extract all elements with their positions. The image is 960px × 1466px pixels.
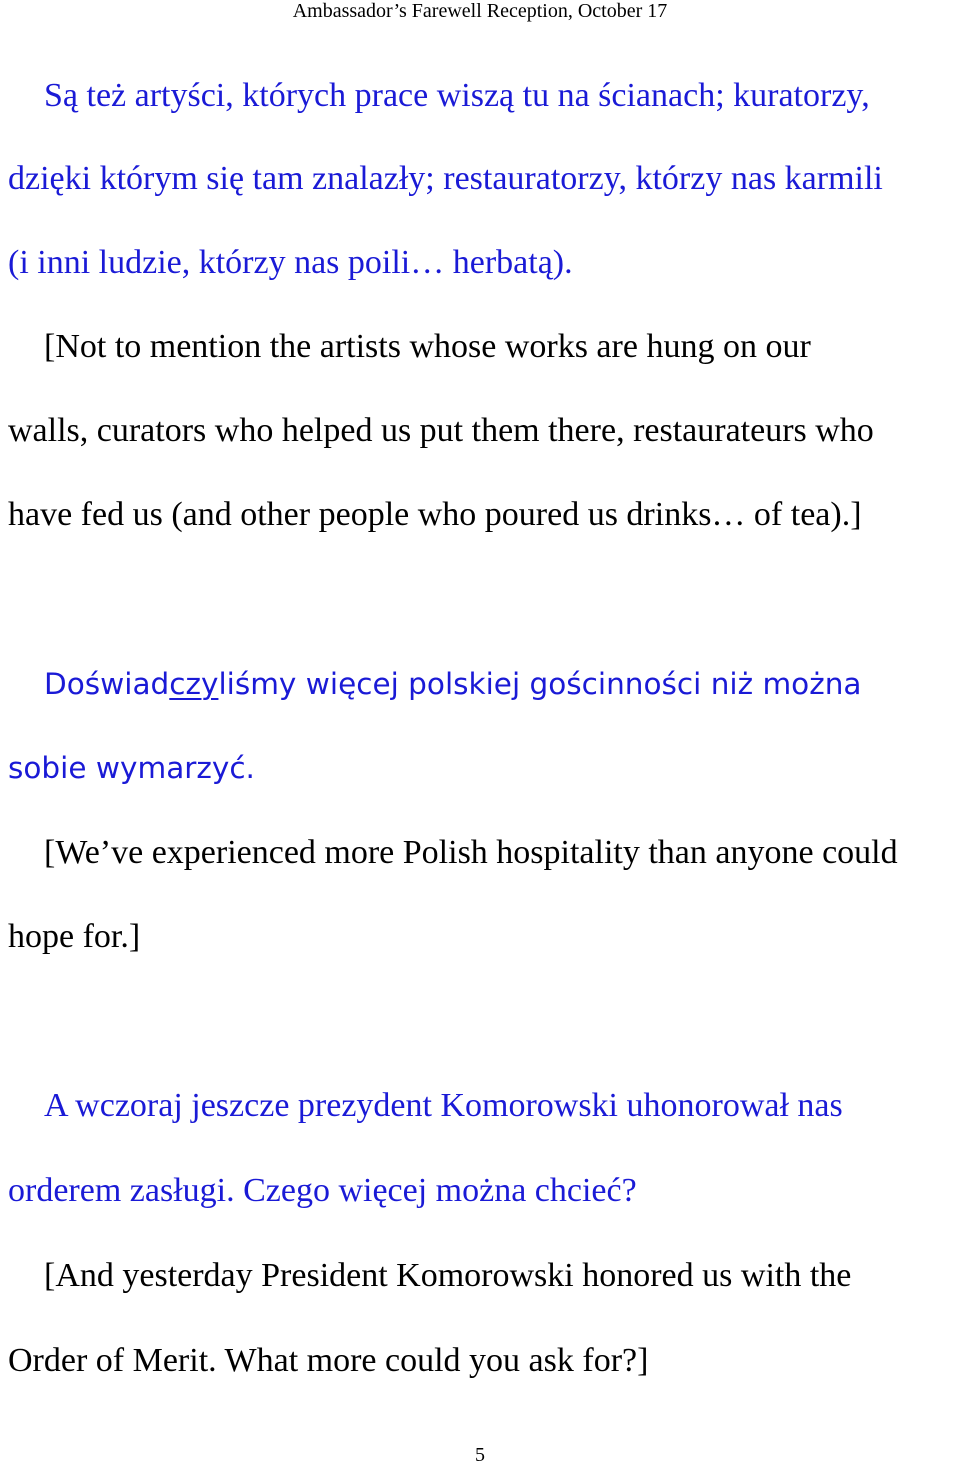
polish-text-segment: Doświad xyxy=(44,667,170,701)
running-header: Ambassador’s Farewell Reception, October 17 xyxy=(292,0,668,22)
polish-line: sobie wymarzyć. xyxy=(8,751,255,785)
polish-line: dzięki którym się tam znalazły; restauratorzy, którzy nas karmili xyxy=(8,160,883,197)
english-line: [Not to mention the artists whose works are hung on our xyxy=(44,328,811,365)
english-line: walls, curators who helped us put them there, restaurateurs who xyxy=(8,412,874,449)
english-line: [And yesterday President Komorowski honored us with the xyxy=(44,1257,852,1294)
polish-line: (i inni ludzie, którzy nas poili… herbatą). xyxy=(8,244,573,281)
polish-text-segment: liśmy więcej polskiej gościnności niż można xyxy=(218,667,862,701)
english-line: Order of Merit. What more could you ask for?] xyxy=(8,1342,649,1379)
english-line: [We’ve experienced more Polish hospitality than anyone could xyxy=(44,834,898,871)
polish-line xyxy=(44,664,862,704)
english-line: have fed us (and other people who poured us drinks… of tea).] xyxy=(8,496,862,533)
polish-line: Są też artyści, których prace wiszą tu na ścianach; kuratorzy, xyxy=(44,77,870,114)
page-number: 5 xyxy=(475,1444,485,1466)
underlined-text-segment: czy xyxy=(169,667,219,701)
polish-line: orderem zasługi. Czego więcej można chcieć? xyxy=(8,1172,637,1209)
english-line: hope for.] xyxy=(8,918,141,955)
polish-line: A wczoraj jeszcze prezydent Komorowski uhonorował nas xyxy=(44,1087,843,1124)
